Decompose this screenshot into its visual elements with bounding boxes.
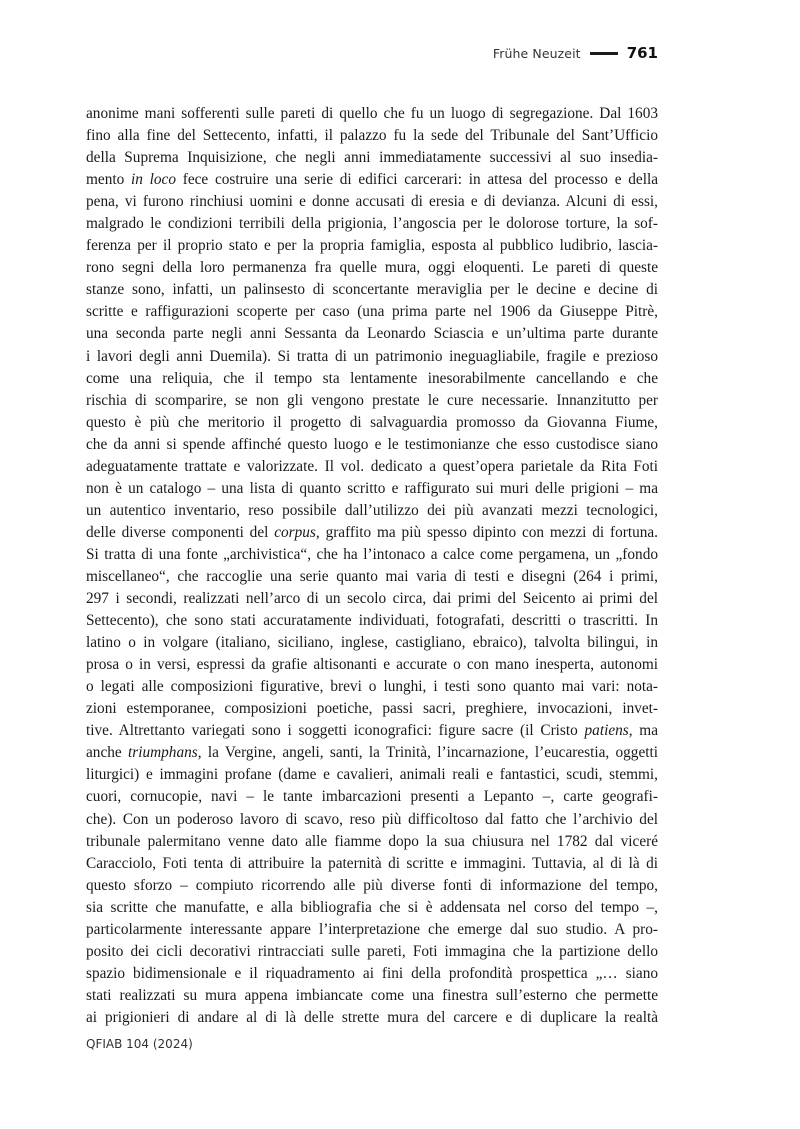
text-run: come una reliquia, che il tempo sta lentamente inesorabilmente cancellando e che	[86, 369, 658, 387]
text-line	[86, 566, 658, 588]
text-line	[86, 235, 658, 257]
text-line	[86, 368, 658, 390]
text-line	[86, 169, 658, 191]
text-line	[86, 698, 658, 720]
text-run: liturgici) e immagini profane (dame e cavalieri, animali reali e fantastici, scudi, stemmi,	[86, 766, 658, 784]
text-run: anche	[86, 744, 128, 762]
text-run: Caracciolo, Foti tenta di attribuire la paternità di scritte e immagini. Tuttavia, al di là di	[86, 854, 658, 872]
text-line	[86, 963, 658, 985]
text-line	[86, 764, 658, 786]
text-line	[86, 213, 658, 235]
text-run: stati realizzati su mura appena imbiancate come una finestra sull’esterno che permette	[86, 986, 658, 1004]
text-run: mento	[86, 171, 131, 189]
text-run: che). Con un poderoso lavoro di scavo, reso più difficoltoso dal fatto che l’archivio del	[86, 810, 658, 828]
italic-term: triumphans	[128, 744, 198, 762]
text-run: tribunale palermitano venne dato alle fiamme dopo la sua chiusura nel 1782 dal viceré	[86, 832, 658, 850]
text-line	[86, 809, 658, 831]
text-run: pena, vi furono rinchiusi uomini e donne accusati di eresia e di devianza. Alcuni di essi,	[86, 193, 658, 211]
text-line	[86, 456, 658, 478]
text-line	[86, 742, 658, 764]
header-rule	[590, 52, 618, 55]
running-head	[493, 44, 658, 62]
text-run: ferenza per il proprio stato e per la propria famiglia, esposta al pubblico ludibrio, lascia-	[86, 237, 658, 255]
text-run: sia scritte che manufatte, e alla bibliografia che si è addensata nel corso del tempo –,	[86, 898, 658, 916]
text-run: particolarmente interessante appare l’interpretazione che emerge dal suo studio. A pro-	[86, 920, 658, 938]
text-run: scritte e raffigurazioni scoperte per caso (una prima parte nel 1906 da Giuseppe Pitrè,	[86, 303, 658, 321]
text-line	[86, 323, 658, 345]
italic-term: in loco	[131, 171, 176, 189]
text-run: anonime mani sofferenti sulle pareti di quello che fu un luogo di segregazione. Dal 1603	[86, 105, 658, 122]
text-line	[86, 897, 658, 919]
text-run: che da anni si spende affinché questo luogo e le testimonianze che esso custodisce siano	[86, 435, 658, 453]
italic-term: patiens	[584, 722, 629, 740]
text-run: , graffito ma più spesso dipinto con mezzi di fortuna.	[315, 523, 659, 541]
text-run: o legati alle composizioni figurative, brevi o lunghi, i testi sono quanto mai vari: nota-	[86, 678, 658, 696]
text-line	[86, 831, 658, 853]
text-line	[86, 853, 658, 875]
text-run: prosa o in versi, espressi da grafie altisonanti e accurate o con mano inesperta, autonomi	[86, 656, 658, 674]
text-run: Settecento), che sono stati accuratamente individuati, fotografati, descritti o trascritti. In	[86, 612, 658, 630]
text-line	[86, 875, 658, 897]
text-line	[86, 786, 658, 808]
text-line	[86, 941, 658, 963]
text-run: tive. Altrettanto variegati sono i soggetti iconografici: figure sacre (il Cristo	[86, 722, 585, 740]
text-line	[86, 434, 658, 456]
section-title: Frühe Neuzeit	[492, 45, 581, 61]
text-run: Si tratta di una fonte „archivistica“, che ha l’intonaco a calce come pergamena, un „fondo	[86, 545, 658, 563]
text-run: una seconda parte negli anni Sessanta da Leonardo Sciascia e un’ultima parte durante	[86, 325, 658, 343]
text-run: miscellaneo“, che raccoglie una serie quanto mai varia di testi e disegni (264 i primi,	[86, 567, 658, 585]
text-line	[86, 478, 658, 500]
text-run: zioni estemporanee, composizioni poetiche, passi sacri, preghiere, invocazioni, invet-	[86, 700, 658, 718]
text-run: fino alla fine del Settecento, infatti, il palazzo fu la sede del Tribunale del Sant’Ufficio	[86, 127, 658, 145]
text-run: un autentico inventario, reso possibile dall’utilizzo dei più avanzati mezzi tecnologici,	[86, 501, 658, 519]
page-number: 761	[626, 44, 658, 62]
text-run: questo sforzo – compiuto ricorrendo alle più diverse fonti di informazione del tempo,	[86, 876, 658, 894]
text-run: non è un catalogo – una lista di quanto scritto e raffigurato sui muri delle prigioni – ma	[86, 479, 658, 497]
text-run: i lavori degli anni Duemila). Si tratta di un patrimonio ineguagliabile, fragile e prezioso	[86, 347, 658, 365]
text-line	[86, 147, 658, 169]
text-line	[86, 103, 658, 125]
text-run: stanze sono, infatti, un palinsesto di sconcertante meraviglia per le decine e decine di	[86, 281, 658, 299]
text-line	[86, 632, 658, 654]
text-run: questo è più che meritorio il progetto di salvaguardia promosso da Giovanna Fiume,	[86, 413, 658, 431]
text-line	[86, 588, 658, 610]
text-run: spazio bidimensionale e il riquadramento ai fini della profondità prospettica „… siano	[86, 964, 658, 982]
text-run: , ma	[628, 722, 658, 740]
text-line	[86, 257, 658, 279]
text-run: cuori, cornucopie, navi – le tante imbarcazioni presenti a Lepanto –, carte geografi-	[86, 788, 658, 806]
text-line	[86, 412, 658, 434]
text-line	[86, 919, 658, 941]
text-run: fece costruire una serie di edifici carcerari: in attesa del processo e della	[176, 171, 658, 189]
text-run: della Suprema Inquisizione, che negli anni immediatamente successivi al suo insedia-	[86, 149, 658, 167]
text-line	[86, 654, 658, 676]
text-run: latino o in volgare (italiano, siciliano, inglese, castigliano, ebraico), talvolta bilingui, in	[86, 634, 658, 652]
text-run: , la Vergine, angeli, santi, la Trinità, l’incarnazione, l’eucarestia, oggetti	[197, 744, 658, 762]
text-line	[86, 500, 658, 522]
text-run: rischia di scomparire, se non gli vengono prestate le cure necessarie. Innanzitutto per	[86, 391, 658, 409]
text-line	[86, 301, 658, 323]
text-line	[86, 985, 658, 1007]
text-run: malgrado le condizioni terribili della prigionia, l’angoscia per le dolorose torture, la sof-	[86, 215, 658, 233]
text-line	[86, 720, 658, 742]
journal-footer: QFIAB 104 (2024)	[86, 1037, 193, 1051]
text-run: ai prigionieri di andare al di là delle strette mura del carcere e di duplicare la realtà	[86, 1008, 658, 1026]
text-run: rono segni della loro permanenza fra quelle mura, oggi eloquenti. Le pareti di queste	[86, 259, 658, 277]
text-line	[86, 191, 658, 213]
text-run: adeguatamente trattate e valorizzate. Il vol. dedicato a quest’opera parietale da Rita Foti	[86, 457, 658, 475]
text-line	[86, 610, 658, 632]
text-line	[86, 125, 658, 147]
italic-term: corpus	[274, 523, 316, 541]
text-line	[86, 544, 658, 566]
text-line	[86, 676, 658, 698]
text-line	[86, 1007, 658, 1029]
text-line	[86, 390, 658, 412]
text-line	[86, 346, 658, 368]
text-line	[86, 522, 658, 544]
text-run: posito dei cicli decorativi rintracciati sulle pareti, Foti immagina che la partizione dello	[86, 942, 658, 960]
text-run: delle diverse componenti del	[86, 523, 275, 541]
body-text	[86, 103, 658, 1029]
text-line	[86, 279, 658, 301]
text-run: 297 i secondi, realizzati nell’arco di un secolo circa, dai primi del Seicento ai primi del	[86, 590, 658, 608]
